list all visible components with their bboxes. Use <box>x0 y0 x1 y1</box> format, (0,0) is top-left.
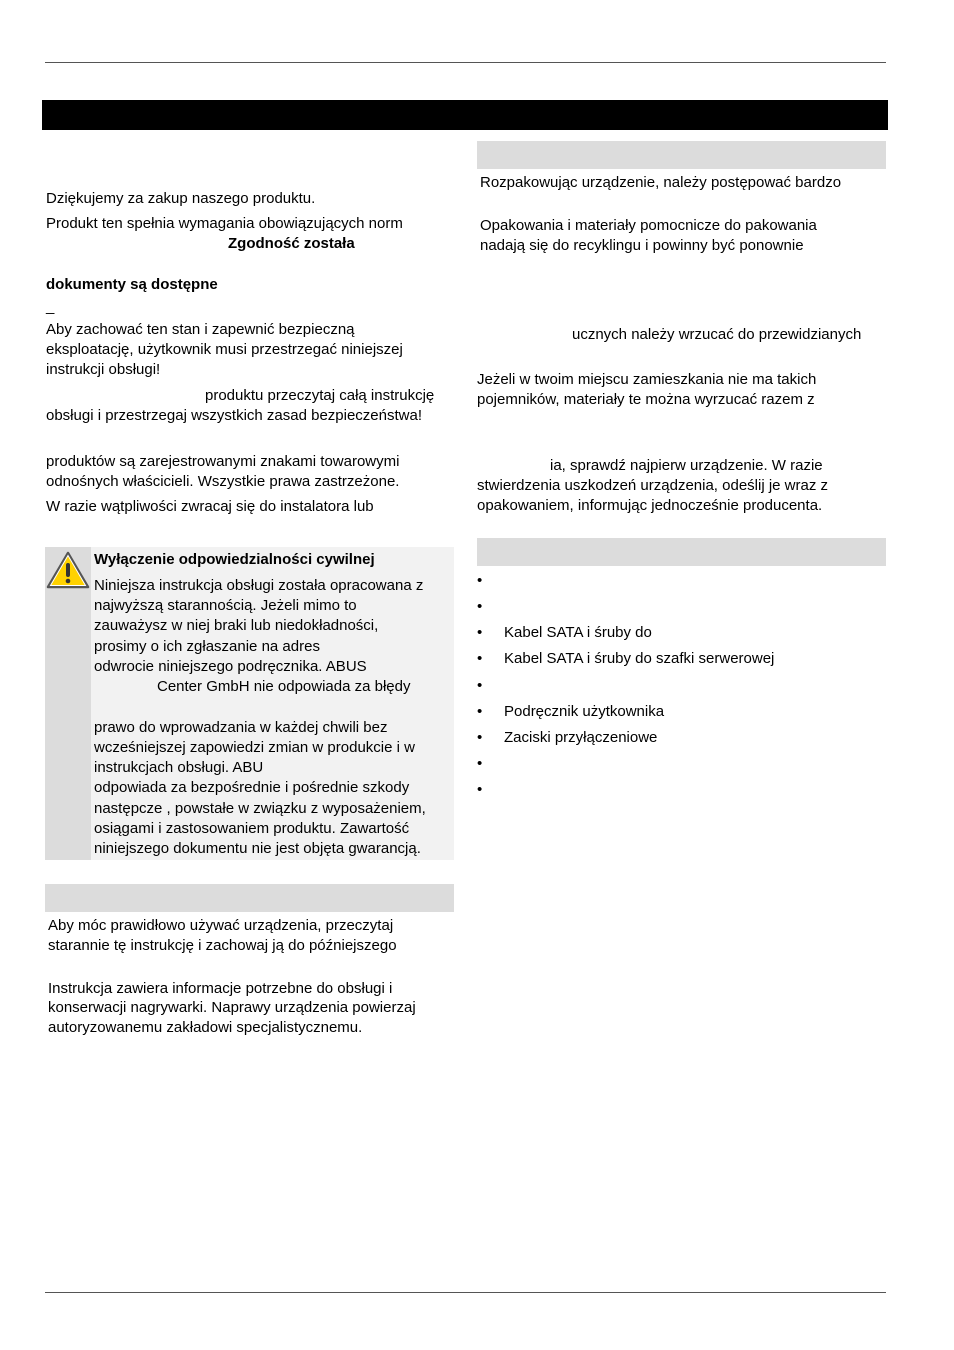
warning-icon <box>46 550 90 590</box>
disclaimer-line: wcześniejszej zapowiedzi zmian w produkcie i w <box>94 739 415 756</box>
unpack-line: ia, sprawdź najpierw urządzenie. W razie <box>550 457 823 474</box>
list-bullet: • <box>477 677 483 694</box>
unpack-line: ucznych należy wrzucać do przewidzianych <box>572 326 862 343</box>
list-item: Podręcznik użytkownika <box>504 703 665 720</box>
disclaimer-line: niniejszego dokumentu nie jest objęta gwarancją. <box>94 840 421 857</box>
intro-line: Produkt ten spełnia wymagania obowiązujących norm <box>46 215 403 232</box>
intro-line: Aby zachować ten stan i zapewnić bezpieczną <box>46 321 355 338</box>
disclaimer-line: prawo do wprowadzania w każdej chwili bez <box>94 719 388 736</box>
intro-line: obsługi i przestrzegaj wszystkich zasad bezpieczeństwa! <box>46 407 423 424</box>
usage-line: autoryzowanemu zakładowi specjalistycznemu. <box>48 1019 363 1036</box>
list-item: Kabel SATA i śruby do <box>504 624 652 641</box>
disclaimer-line: odwrocie niniejszego podręcznika. ABUS <box>94 658 367 675</box>
disclaimer-title: Wyłączenie odpowiedzialności cywilnej <box>94 551 375 568</box>
disclaimer-line: instrukcjach obsługi. ABU <box>94 759 264 776</box>
intro-line: eksploatację, użytkownik musi przestrzegać niniejszej <box>46 341 403 358</box>
list-bullet: • <box>477 703 483 720</box>
underscore-mark: _ <box>46 298 55 315</box>
section-bar-usage <box>45 884 454 912</box>
usage-line: konserwacji nagrywarki. Naprawy urządzenia powierzaj <box>48 999 416 1016</box>
bottom-rule <box>45 1292 886 1293</box>
list-bullet: • <box>477 781 483 798</box>
disclaimer-line: prosimy o ich zgłaszanie na adres <box>94 638 320 655</box>
title-bar <box>42 100 888 130</box>
list-bullet: • <box>477 598 483 615</box>
list-item: Zaciski przyłączeniowe <box>504 729 658 746</box>
disclaimer-line: następcze , powstałe w związku z wyposażeniem, <box>94 800 426 817</box>
disclaimer-line: najwyższą starannością. Jeżeli mimo to <box>94 597 357 614</box>
disclaimer-line: osiągami i zastosowaniem produktu. Zawartość <box>94 820 410 837</box>
unpack-line: Opakowania i materiały pomocnicze do pakowania <box>480 217 817 234</box>
unpack-line: stwierdzenia uszkodzeń urządzenia, odeślij je wraz z <box>477 477 829 494</box>
intro-line-bold: Zgodność została <box>228 235 355 252</box>
disclaimer-stripe <box>45 547 91 860</box>
unpack-line: nadają się do recyklingu i powinny być ponownie <box>480 237 804 254</box>
unpack-line: Jeżeli w twoim miejscu zamieszkania nie ma takich <box>477 371 817 388</box>
intro-line: W razie wątpliwości zwracaj się do instalatora lub <box>46 498 374 515</box>
intro-line-bold: dokumenty są dostępne <box>46 276 218 293</box>
usage-line: Instrukcja zawiera informacje potrzebne do obsługi i <box>48 980 393 997</box>
top-rule <box>45 62 886 63</box>
section-bar-unpacking <box>477 141 886 169</box>
unpack-line: Rozpakowując urządzenie, należy postępować bardzo <box>480 174 842 191</box>
intro-line: produktów są zarejestrowanymi znakami towarowymi <box>46 453 400 470</box>
intro-line: Dziękujemy za zakup naszego produktu. <box>46 190 316 207</box>
intro-line: produktu przeczytaj całą instrukcję <box>205 387 435 404</box>
list-item: Kabel SATA i śruby do szafki serwerowej <box>504 650 775 667</box>
list-bullet: • <box>477 755 483 772</box>
usage-line: starannie tę instrukcję i zachowaj ją do późniejszego <box>48 937 397 954</box>
disclaimer-line: odpowiada za bezpośrednie i pośrednie szkody <box>94 779 410 796</box>
unpack-line: opakowaniem, informując jednocześnie producenta. <box>477 497 823 514</box>
usage-line: Aby móc prawidłowo używać urządzenia, przeczytaj <box>48 917 394 934</box>
list-bullet: • <box>477 624 483 641</box>
list-bullet: • <box>477 572 483 589</box>
disclaimer-line: zauważysz w niej braki lub niedokładności, <box>94 617 379 634</box>
section-bar-contents <box>477 538 886 566</box>
list-bullet: • <box>477 650 483 667</box>
disclaimer-line: Niniejsza instrukcja obsługi została opracowana z <box>94 577 424 594</box>
disclaimer-line: Center GmbH nie odpowiada za błędy <box>157 678 411 695</box>
list-bullet: • <box>477 729 483 746</box>
intro-line: instrukcji obsługi! <box>46 361 161 378</box>
unpack-line: pojemników, materiały te można wyrzucać razem z <box>477 391 815 408</box>
intro-line: odnośnych właścicieli. Wszystkie prawa zastrzeżone. <box>46 473 400 490</box>
